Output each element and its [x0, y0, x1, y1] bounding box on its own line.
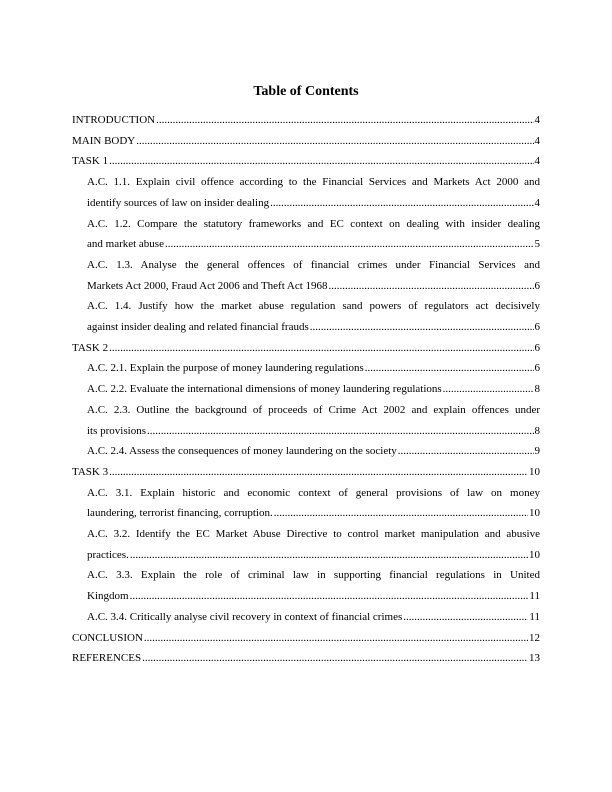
toc-entry-title: INTRODUCTION — [72, 114, 156, 126]
toc-entry[interactable] — [72, 441, 540, 462]
toc-entry-title-cont: Kingdom — [87, 590, 129, 603]
toc-page-number: 11 — [529, 610, 540, 623]
toc-page-number: 12 — [529, 631, 540, 644]
toc-entry[interactable] — [72, 628, 540, 649]
toc-page-number: 4 — [534, 196, 540, 209]
toc-entry-line — [87, 379, 540, 400]
toc-entry-title-cont: identify sources of law on insider dealing — [87, 196, 270, 209]
table-of-contents — [72, 110, 540, 669]
dot-leader — [144, 628, 528, 649]
toc-entry[interactable] — [72, 462, 540, 483]
toc-entry-title: REFERENCES — [72, 652, 142, 665]
toc-entry[interactable] — [72, 483, 540, 524]
dot-leader — [398, 441, 534, 462]
toc-entry-continuation — [87, 545, 540, 566]
dot-leader — [142, 648, 528, 669]
toc-entry[interactable] — [72, 151, 540, 172]
toc-entry-continuation — [87, 234, 540, 255]
dot-leader — [109, 462, 528, 483]
toc-entry-line — [72, 110, 540, 131]
toc-page-number: 9 — [534, 445, 540, 458]
toc-entry-title: A.C. 3.3. Explain the role of criminal law in supporting financial regulations in United — [87, 569, 540, 582]
toc-entry-title: CONCLUSION — [72, 631, 143, 644]
toc-entry-title: TASK 2 — [72, 341, 109, 354]
toc-entry-line — [72, 151, 540, 172]
toc-page-number: 10 — [529, 507, 540, 520]
toc-entry[interactable] — [72, 214, 540, 255]
toc-entry-title: A.C. 3.2. Identify the EC Market Abuse Directive to control market manipulation and abusive — [87, 528, 540, 541]
toc-entry-title: MAIN BODY — [72, 134, 136, 147]
toc-page-number: 6 — [534, 321, 540, 334]
toc-entry-title: TASK 3 — [72, 465, 109, 478]
toc-entry[interactable] — [72, 172, 540, 213]
toc-entry-title-cont: and market abuse — [87, 238, 164, 251]
dot-leader — [130, 586, 529, 607]
dot-leader — [109, 151, 533, 172]
toc-entry-title: A.C. 1.2. Compare the statutory frameworks and EC context on dealing with insider dealing — [87, 217, 540, 230]
toc-entry-line — [72, 131, 540, 152]
toc-entry-title: A.C. 3.1. Explain historic and economic context of general provisions of law on money — [87, 486, 540, 499]
dot-leader — [156, 110, 533, 131]
toc-page-number: 8 — [534, 383, 540, 396]
toc-page-number: 6 — [534, 279, 540, 292]
toc-entry-title: A.C. 1.4. Justify how the market abuse regulation sand powers of regulators act decisively — [87, 300, 540, 313]
dot-leader — [329, 276, 534, 297]
toc-entry-title-cont: laundering, terrorist financing, corruption. — [87, 507, 273, 520]
dot-leader — [443, 379, 534, 400]
toc-entry-continuation — [87, 276, 540, 297]
toc-entry-title-cont: practices. — [87, 548, 129, 561]
toc-entry-continuation — [87, 503, 540, 524]
dot-leader — [274, 503, 528, 524]
toc-page-number: 4 — [534, 155, 540, 168]
toc-entry[interactable] — [72, 358, 540, 379]
toc-entry-line — [87, 358, 540, 379]
toc-entry-title: A.C. 2.3. Outline the background of proceeds of Crime Act 2002 and explain offences under — [87, 403, 540, 416]
dot-leader — [403, 607, 528, 628]
toc-entry-line — [87, 607, 540, 628]
toc-page-number: 10 — [529, 465, 540, 478]
toc-entry[interactable] — [72, 565, 540, 606]
toc-entry-title: TASK 1 — [72, 155, 109, 168]
toc-page-number: 10 — [529, 548, 540, 561]
toc-entry[interactable] — [72, 338, 540, 359]
dot-leader — [147, 421, 534, 442]
toc-entry-title-cont: against insider dealing and related financial frauds — [87, 321, 309, 334]
toc-entry-title: A.C. 1.1. Explain civil offence according to the Financial Services and Markets Act 2000 and — [87, 176, 540, 189]
page-title: Table of Contents — [253, 84, 359, 99]
toc-page-number: 11 — [529, 590, 540, 603]
dot-leader — [365, 358, 534, 379]
toc-page-number: 5 — [534, 238, 540, 251]
toc-page-number: 8 — [534, 424, 540, 437]
toc-entry-line — [72, 628, 540, 649]
toc-entry[interactable] — [72, 379, 540, 400]
dot-leader — [130, 545, 528, 566]
toc-entry-title: A.C. 2.1. Explain the purpose of money laundering regulations — [87, 362, 364, 375]
toc-page-number: 13 — [529, 652, 540, 665]
toc-page-number: 4 — [534, 134, 540, 147]
toc-entry-continuation — [87, 193, 540, 214]
toc-entry[interactable] — [72, 296, 540, 337]
dot-leader — [270, 193, 533, 214]
toc-entry-title: A.C. 2.2. Evaluate the international dimensions of money laundering regulations — [87, 383, 442, 396]
toc-entry-continuation — [87, 317, 540, 338]
toc-entry-title: A.C. 3.4. Critically analyse civil recovery in context of financial crimes — [87, 610, 403, 623]
toc-entry-title-cont: its provisions — [87, 424, 146, 437]
toc-entry[interactable] — [72, 648, 540, 669]
dot-leader — [165, 234, 534, 255]
toc-entry-continuation — [87, 421, 540, 442]
toc-entry-line — [72, 462, 540, 483]
toc-entry[interactable] — [72, 607, 540, 628]
dot-leader — [136, 131, 533, 152]
toc-page-number: 4 — [534, 114, 540, 126]
toc-entry-title: A.C. 1.3. Analyse the general offences of financial crimes under Financial Services and — [87, 258, 540, 271]
toc-entry-line — [87, 441, 540, 462]
toc-entry-continuation — [87, 586, 540, 607]
toc-entry[interactable] — [72, 110, 540, 131]
toc-entry[interactable] — [72, 255, 540, 296]
toc-entry-title: A.C. 2.4. Assess the consequences of money laundering on the society — [87, 445, 397, 458]
toc-page-number: 6 — [534, 362, 540, 375]
toc-entry-title-cont: Markets Act 2000, Fraud Act 2006 and Theft Act 1968 — [87, 279, 328, 292]
toc-entry[interactable] — [72, 524, 540, 565]
toc-entry[interactable] — [72, 400, 540, 441]
dot-leader — [109, 338, 533, 359]
dot-leader — [310, 317, 534, 338]
toc-entry[interactable] — [72, 131, 540, 152]
toc-entry-line — [72, 338, 540, 359]
toc-entry-line — [72, 648, 540, 669]
toc-page-number: 6 — [534, 341, 540, 354]
